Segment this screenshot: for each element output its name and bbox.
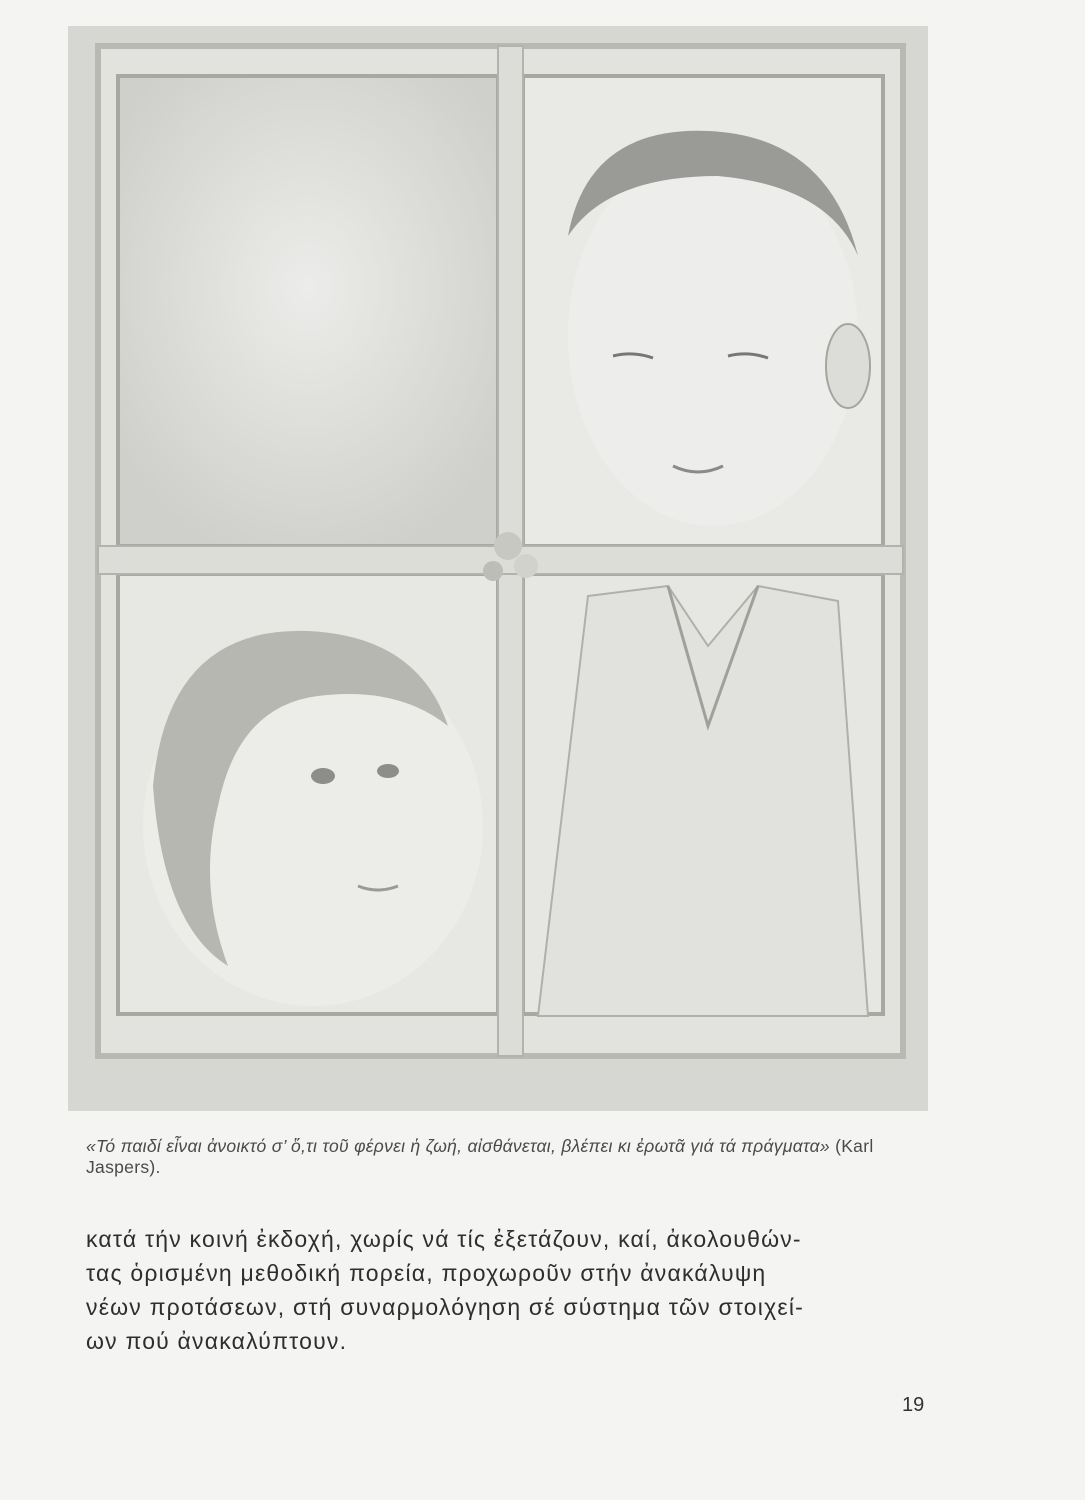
body-line: νέων προτάσεων, στή συναρμολόγηση σέ σύστημα τῶν στοιχεί- (86, 1294, 805, 1320)
photo-caption (86, 1136, 926, 1178)
body-line: κατά τήν κοινή ἐκδοχή, χωρίς νά τίς ἐξετάζουν, καί, ἀκολουθών- (86, 1226, 802, 1252)
body-paragraph (86, 1222, 926, 1358)
children-window-photo (68, 26, 928, 1111)
page-number: 19 (902, 1394, 925, 1416)
caption-quote: «Τό παιδί εἶναι ἀνοικτό σ’ ὅ,τι τοῦ φέρνει ἡ ζωή, αἰσθάνεται, βλέπει κι ἐρωτᾶ γιά τά πράγματα» (86, 1136, 830, 1156)
body-line: τας ὁρισμένη μεθοδική πορεία, προχωροῦν στήν ἀνακάλυψη (86, 1260, 767, 1286)
photo-illustration (68, 26, 928, 1111)
body-line: ων πού ἀνακαλύπτουν. (86, 1328, 348, 1354)
caption-author: (Karl Jaspers). (86, 1136, 874, 1177)
